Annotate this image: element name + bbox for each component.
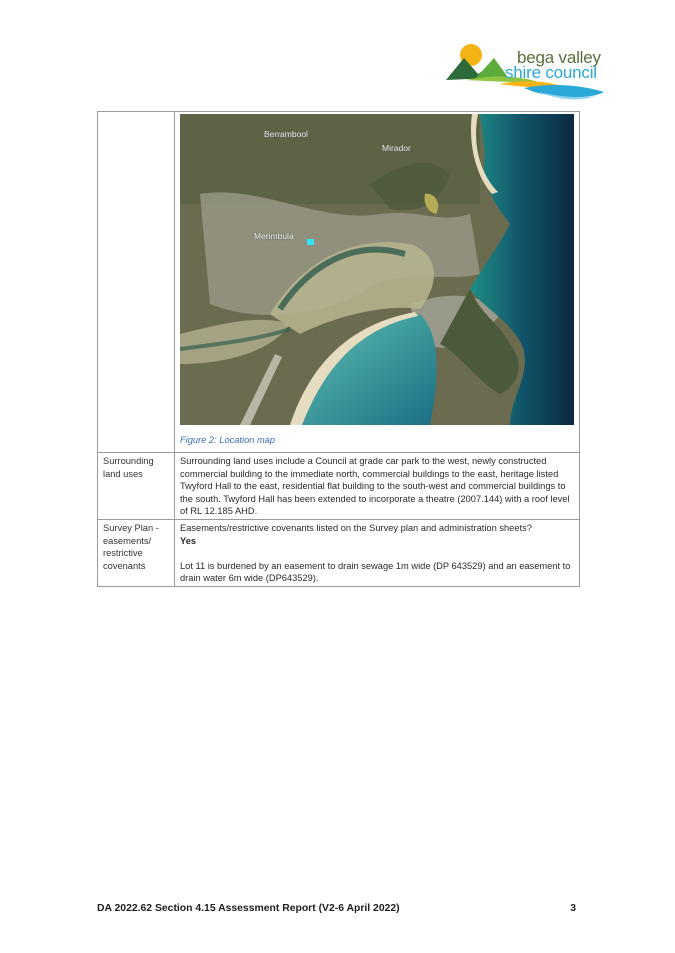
row-label-survey-plan: Survey Plan - easements/ restrictive covenants — [98, 520, 175, 587]
footer-report-title: DA 2022.62 Section 4.15 Assessment Report (V2-6 April 2022) — [97, 903, 400, 914]
spacer — [180, 547, 574, 559]
map-label-berrambool: Berrambool — [264, 129, 308, 139]
easements-answer: Yes — [180, 535, 197, 546]
page-number: 3 — [570, 903, 576, 914]
logo-text-line2: shire council — [505, 63, 597, 82]
row-label-surrounding-land-uses: Surrounding land uses — [98, 453, 175, 520]
figure-caption: Figure 2: Location map — [180, 435, 276, 445]
assessment-table — [97, 111, 580, 587]
survey-plan-cell — [175, 520, 580, 587]
map-label-mirador: Mirador — [382, 143, 411, 153]
logo-text-line1: bega valley — [517, 48, 601, 67]
easements-question: Easements/restrictive covenants listed on the Survey plan and administration sheets? — [180, 523, 532, 534]
row-label-empty — [98, 112, 175, 453]
aerial-map-graphic — [180, 114, 574, 425]
easements-detail: Lot 11 is burdened by an easement to drain sewage 1m wide (DP 643529) and an easement to drain water 6m wide (DP643529). — [180, 560, 571, 584]
location-map-cell — [175, 112, 580, 453]
table-row-survey-plan — [98, 520, 580, 587]
surrounding-land-uses-text: Surrounding land uses include a Council at grade car park to the west, newly constructed commercial building to the immediate north, commercial buildings to the east, heritage listed Twyford Hall to the east, residential flat building to the south-west and commercial buildings to the south. Twyford Hall has been extended to incorporate a theatre (2007.144) with a roof level of RL 12.185 AHD. — [175, 453, 580, 520]
page-footer — [97, 903, 580, 914]
table-row-location-map — [98, 112, 580, 453]
bega-valley-logo — [444, 40, 604, 102]
location-map-image — [180, 114, 574, 425]
site-location-marker-icon — [307, 239, 314, 245]
map-label-merimbula: Merimbula — [254, 231, 294, 241]
table-row-surrounding-land-uses — [98, 453, 580, 520]
